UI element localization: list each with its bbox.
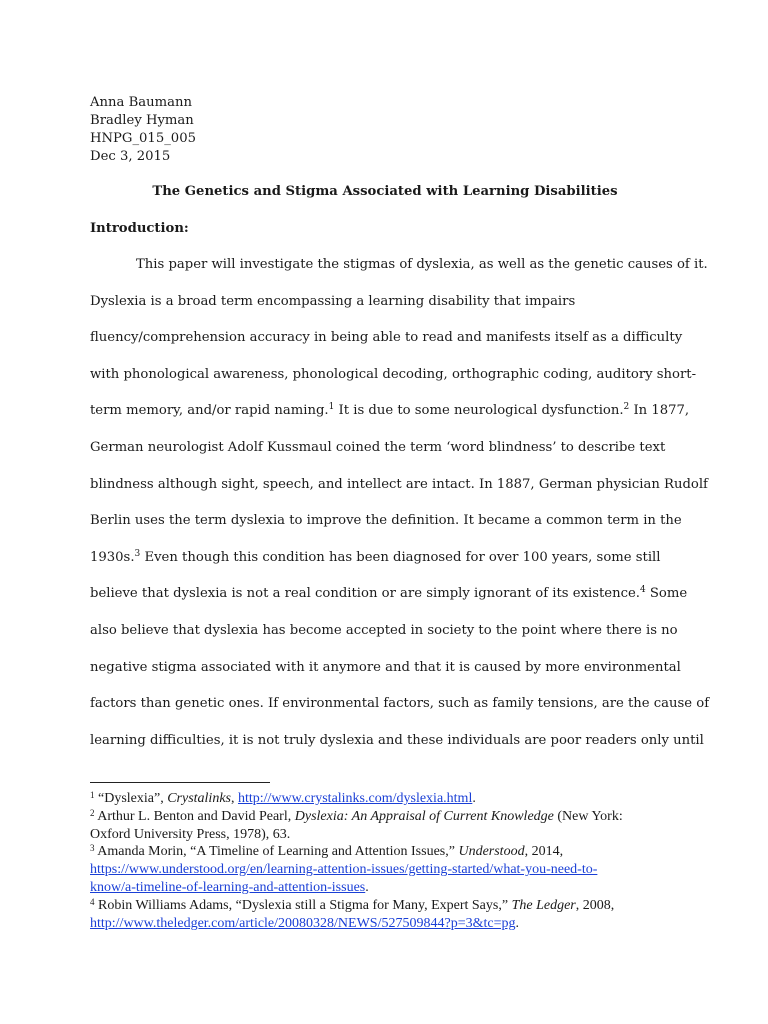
- footnote-text: Robin Williams Adams, “Dyslexia still a Stigma for Many, Expert Says,”: [94, 897, 512, 913]
- footnote-ref[interactable]: 4: [639, 585, 646, 596]
- body-text-span: In 1877,: [629, 403, 690, 419]
- footnote-4: [90, 897, 690, 915]
- body-text-span: believe that dyslexia is not a real condition or are simply ignorant of its existence.: [90, 586, 640, 602]
- footnote-2-continued: Oxford University Press, 1978), 63.: [90, 826, 291, 842]
- footnote-3: [90, 843, 690, 861]
- body-line: also believe that dyslexia has become accepted in society to the point where there is no: [90, 622, 678, 638]
- paper-title: The Genetics and Stigma Associated with Learning Disabilities: [152, 184, 618, 199]
- footnote-text: Amanda Morin, “A Timeline of Learning and Attention Issues,”: [94, 844, 459, 860]
- footnote-ref[interactable]: 2: [623, 402, 630, 413]
- footnote-ref[interactable]: 1: [328, 402, 335, 413]
- body-line: [90, 540, 680, 577]
- body-text-span: term memory, and/or rapid naming.: [90, 403, 329, 419]
- body-line: [90, 393, 690, 430]
- footnote-ref[interactable]: 3: [134, 548, 141, 559]
- footnote-text: (New York:: [553, 808, 623, 824]
- body-line: negative stigma associated with it anymore and that it is caused by more environmental: [90, 659, 681, 675]
- body-line: factors than genetic ones. If environmental factors, such as family tensions, are the cause of: [90, 696, 710, 712]
- footnote-source-title: Dyslexia: An Appraisal of Current Knowledge: [294, 808, 554, 824]
- footnote-link[interactable]: know/a-timeline-of-learning-and-attention-issues: [90, 879, 366, 895]
- footnote-text: .: [472, 791, 476, 806]
- body-text-span: Some: [645, 586, 688, 602]
- body-line: German neurologist Adolf Kussmaul coined the term ‘word blindness’ to describe text: [90, 439, 666, 455]
- footnote-2: [90, 808, 690, 826]
- footnote-link[interactable]: http://www.theledger.com/article/20080328/NEWS/527509844?p=3&tc=pg: [90, 915, 516, 931]
- body-text-span: It is due to some neurological dysfunction.: [334, 403, 624, 419]
- body-line: [90, 576, 688, 613]
- body-line: This paper will investigate the stigmas of dyslexia, as well as the genetic causes of it.: [136, 257, 708, 272]
- footnote-number: 4: [90, 896, 95, 907]
- body-text-span: 1930s.: [90, 549, 135, 565]
- body-line: learning difficulties, it is not truly dyslexia and these individuals are poor readers only until: [90, 732, 704, 748]
- footnotes: [90, 790, 690, 932]
- footnote-link[interactable]: http://www.crystalinks.com/dyslexia.html: [237, 791, 473, 806]
- footnote-number: 1: [90, 790, 95, 800]
- footnote-source-title: Crystalinks: [167, 791, 231, 806]
- footnote-text: ,: [230, 791, 238, 806]
- footnote-source-title: The Ledger: [511, 897, 576, 913]
- footnote-text: , 2014,: [524, 844, 564, 860]
- instructor-name: Bradley Hyman: [90, 113, 194, 128]
- body-line: fluency/comprehension accuracy in being able to read and manifests itself as a difficulty: [90, 330, 683, 346]
- footnote-3-link-line: [90, 879, 690, 897]
- date: Dec 3, 2015: [90, 149, 171, 164]
- course-code: HNPG_015_005: [90, 131, 196, 146]
- footnote-text: .: [515, 915, 519, 931]
- body-text-span: Even though this condition has been diagnosed for over 100 years, some still: [140, 549, 661, 565]
- footnote-link[interactable]: https://www.understood.org/en/learning-attention-issues/getting-started/what-you-need-to-: [90, 862, 598, 878]
- footnote-1: [90, 790, 690, 808]
- footnote-text: , 2008,: [575, 897, 615, 913]
- footnote-source-title: Understood: [458, 844, 525, 860]
- footnote-4-link-line: [90, 915, 690, 933]
- footnote-text: Arthur L. Benton and David Pearl,: [94, 808, 295, 824]
- footnote-3-link-line: [90, 861, 690, 879]
- body-line: Berlin uses the term dyslexia to improve the definition. It became a common term in the: [90, 513, 682, 529]
- author-header: [90, 94, 196, 166]
- body-line: blindness although sight, speech, and intellect are intact. In 1887, German physician Rudolf: [90, 476, 708, 492]
- footnote-separator: [90, 782, 270, 783]
- footnote-number: 3: [90, 843, 95, 854]
- body-line: with phonological awareness, phonological decoding, orthographic coding, auditory short-: [90, 366, 697, 382]
- body-text: [90, 247, 710, 759]
- section-heading: Introduction:: [90, 221, 189, 236]
- body-line: Dyslexia is a broad term encompassing a learning disability that impairs: [90, 293, 576, 309]
- footnote-number: 2: [90, 807, 95, 818]
- footnote-text: “Dyslexia”,: [94, 791, 168, 806]
- author-name: Anna Baumann: [90, 95, 192, 110]
- footnote-text: .: [365, 879, 369, 895]
